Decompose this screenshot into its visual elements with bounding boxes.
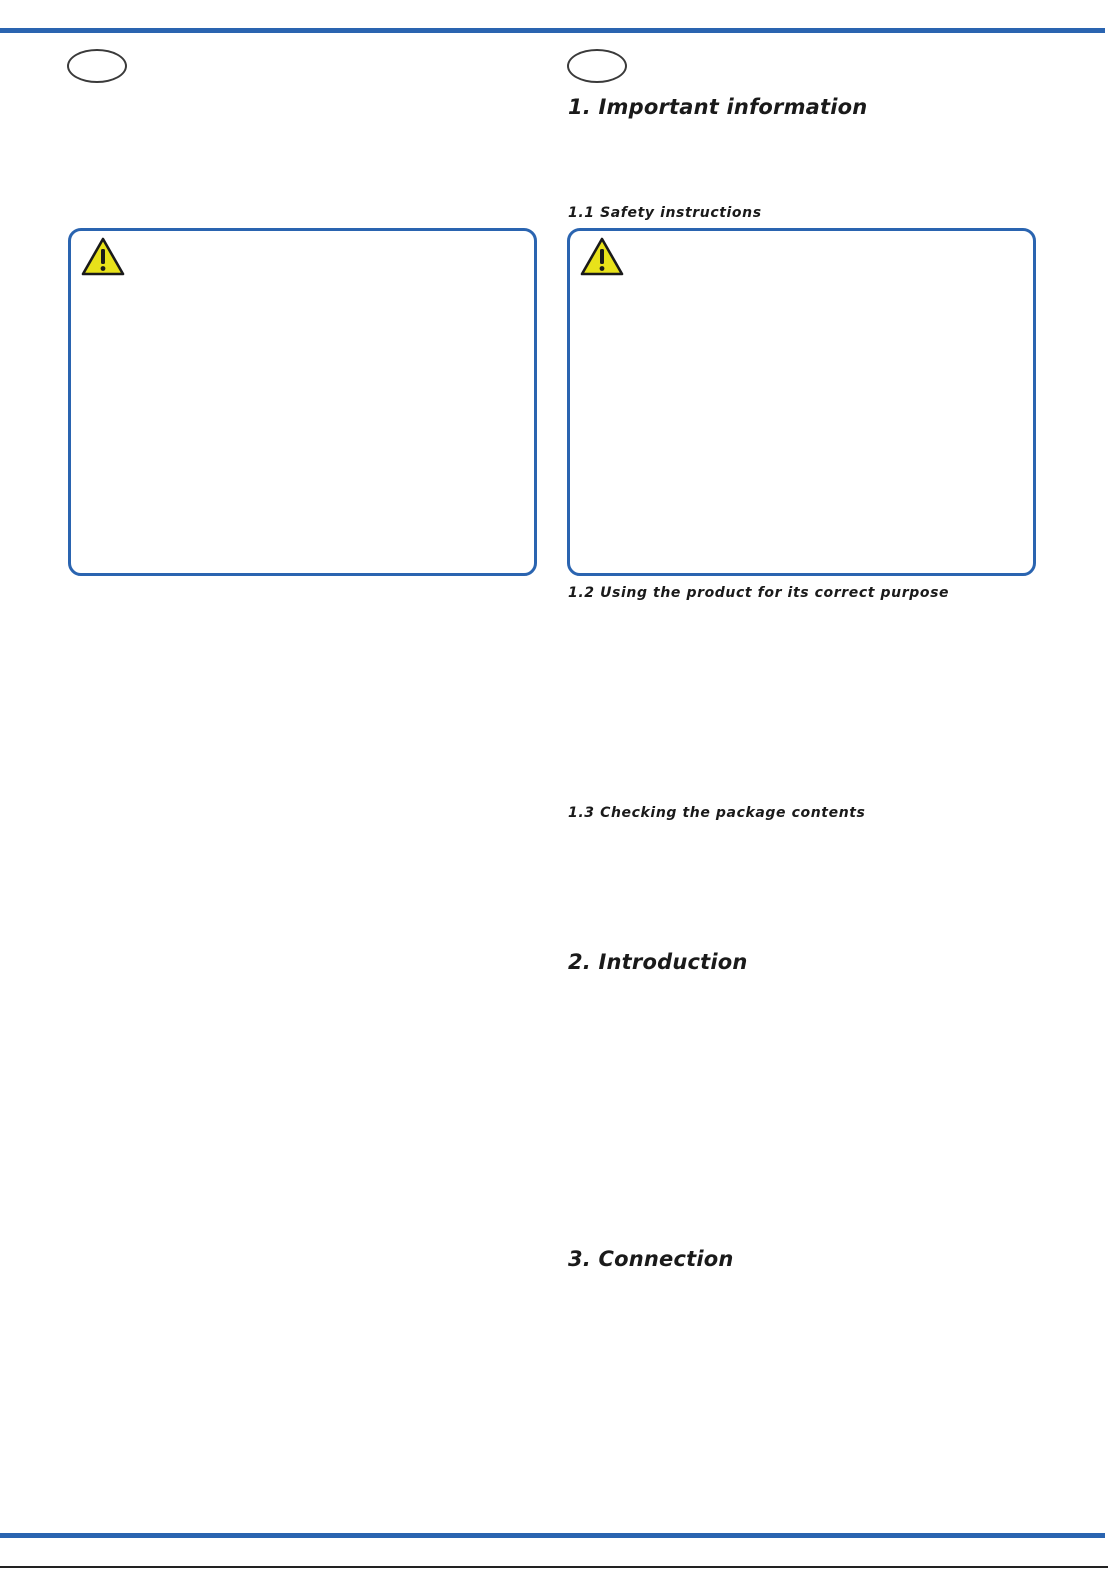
heading-safety-instructions: 1.1 Safety instructions (568, 205, 762, 221)
warning-box-left (68, 228, 537, 576)
warning-triangle-icon (580, 237, 624, 277)
heading-connection: 3. Connection (568, 1247, 734, 1271)
heading-introduction: 2. Introduction (568, 950, 748, 974)
heading-important-information: 1. Important information (568, 95, 868, 119)
footer-line (0, 1566, 1108, 1568)
heading-package-contents: 1.3 Checking the package contents (568, 805, 866, 821)
language-badge-left (67, 49, 127, 83)
warning-triangle-icon (81, 237, 125, 277)
language-badge-right (567, 49, 627, 83)
warning-box-right (567, 228, 1036, 576)
top-rule (0, 28, 1105, 33)
heading-correct-purpose: 1.2 Using the product for its correct purpose (568, 585, 950, 601)
bottom-rule (0, 1533, 1105, 1538)
